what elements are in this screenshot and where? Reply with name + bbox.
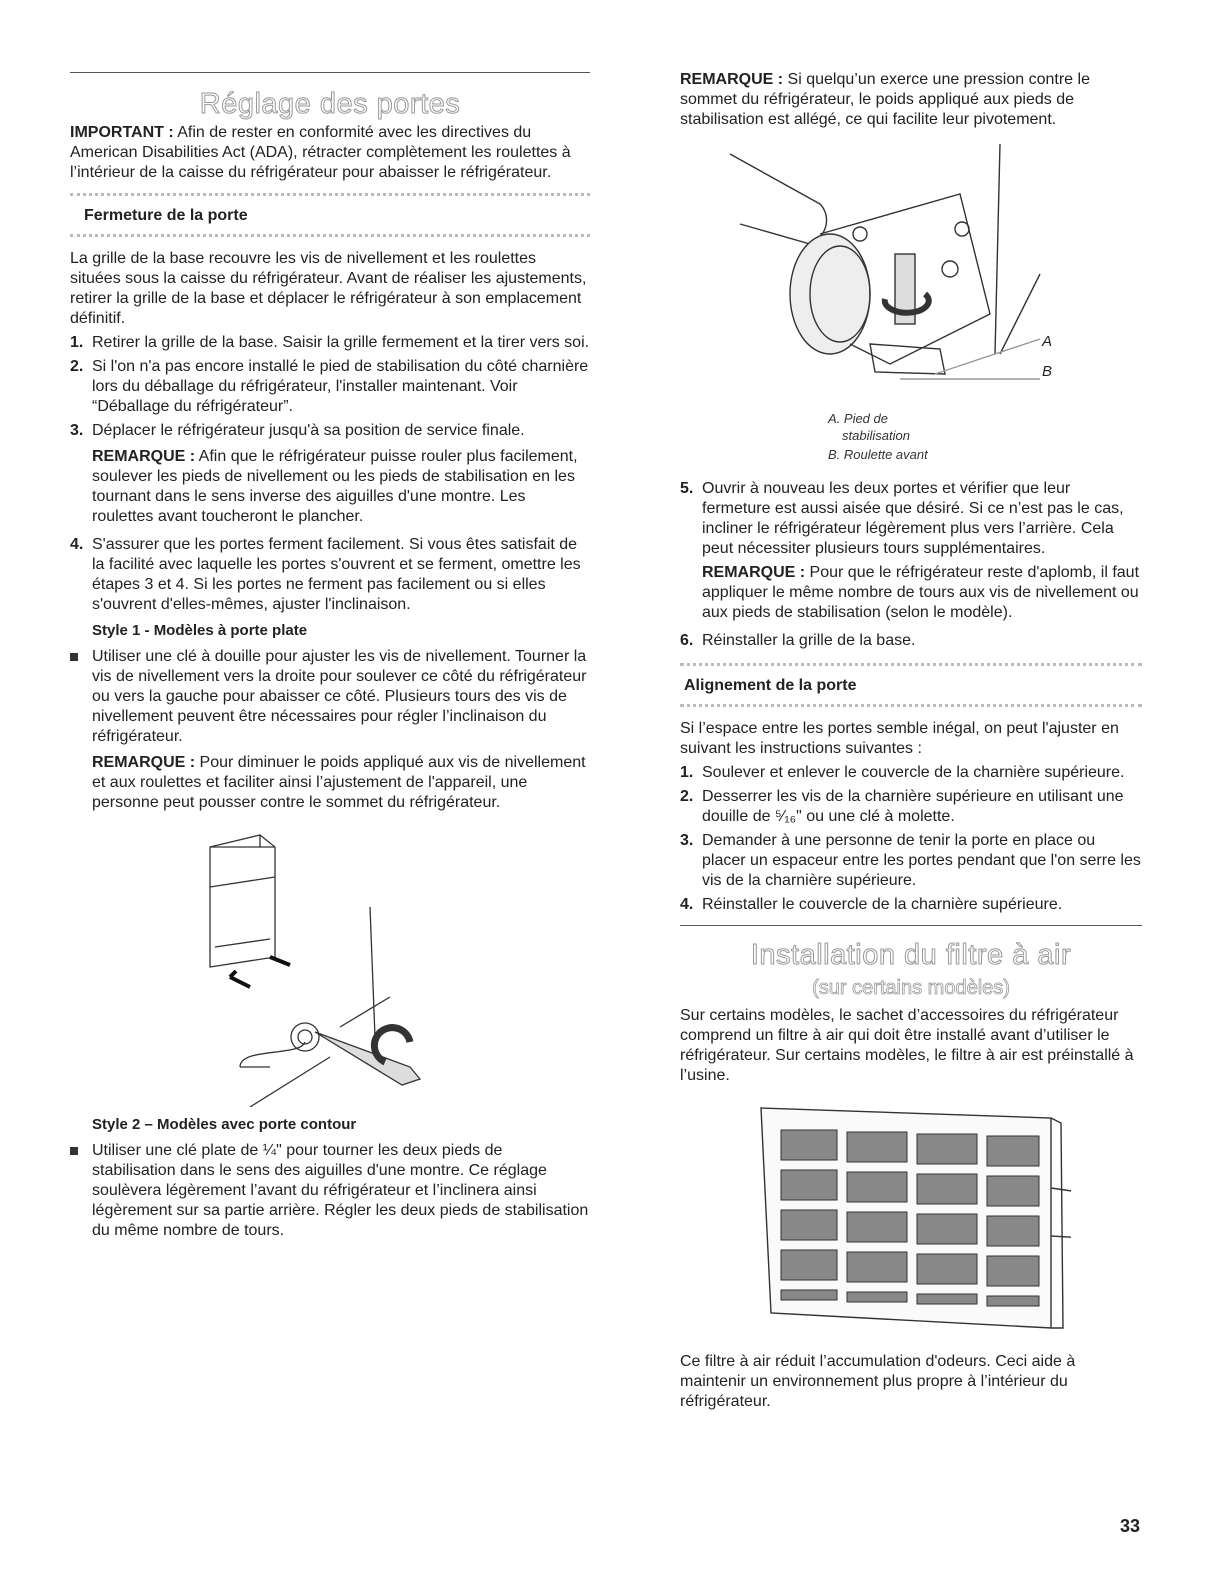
divider: [680, 704, 1142, 707]
note: [702, 563, 1142, 623]
step-item: [70, 535, 590, 615]
note-label: REMARQUE :: [680, 71, 784, 88]
note: [92, 447, 590, 527]
right-column: [680, 70, 1142, 1416]
step-text: Déplacer le réfrigérateur jusqu'à sa position de service finale.: [92, 422, 525, 439]
note: [680, 70, 1142, 130]
section-rule: [680, 925, 1142, 926]
top-rule: [70, 72, 590, 73]
step-text: Soulever et enlever le couvercle de la charnière supérieure.: [702, 764, 1125, 781]
step-text: Si l'on n'a pas encore installé le pied de stabilisation du côté charnière lors du déballage du réfrigérateur, l'installer maintenant. Voir “Déballage du réfrigérateur”.: [92, 358, 589, 415]
style2-heading: Style 2 – Modèles avec porte contour: [92, 1116, 357, 1133]
section-title: Réglage des portes: [199, 88, 461, 120]
step-text: Desserrer les vis de la charnière supérieure en utilisant une douille de ⁵⁄₁₆" ou une clé à molette.: [702, 788, 1124, 825]
bullet-text: Utiliser une clé à douille pour ajuster les vis de nivellement. Tourner la vis de nivellement vers la droite pour soulever ce côté du réfrigérateur ou vers la gauche pour abaisser ce côté. Plusieurs tours des vis de nivellement peuvent être nécessaires pour régler l’inclinaison du réfrigérateur.: [92, 648, 587, 745]
note-text: Si quelqu’un exerce une pression contre le sommet du réfrigérateur, le poids appliqué aux pieds de stabilisation est allégé, ce qui facilite leur pivotement.: [680, 71, 1090, 128]
step-text: Ouvrir à nouveau les deux portes et vérifier que leur fermeture est aussi aisée que désiré. Si ce n’est pas le cas, incliner le réfrigérateur légèrement plus vers l’arrière. Cela peut nécessiter plusieurs tours supplémentaires.: [702, 480, 1124, 557]
step-number: 6.: [680, 632, 694, 649]
step-item: [70, 421, 590, 441]
note-text: Afin que le réfrigérateur puisse rouler plus facilement, soulever les pieds de nivellement ou les pieds de stabilisation en les tournant dans le sens inverse des aiguilles d'une montre. Les roulettes avant toucheront le plancher.: [92, 448, 578, 525]
label-b: B: [1042, 363, 1053, 380]
step-item: [680, 895, 1142, 915]
step-number: 3.: [680, 832, 694, 849]
note: [92, 753, 590, 813]
important-label: IMPORTANT :: [70, 124, 174, 141]
stabilizing-foot-drawing: [700, 134, 1100, 396]
step-text: Réinstaller le couvercle de la charnière supérieure.: [702, 896, 1063, 913]
bullet-item: [70, 647, 590, 747]
step-item: [680, 787, 1142, 827]
intro-paragraph: La grille de la base recouvre les vis de nivellement et les roulettes situées sous la caisse du réfrigérateur. Avant de réaliser les ajustements, retirer la grille de la base et déplacer le réfrigérateur à son emplacement définitif.: [70, 250, 587, 327]
section-title: Installation du filtre à air: [750, 939, 1072, 971]
step-number: 3.: [70, 422, 84, 439]
step-text: Réinstaller la grille de la base.: [702, 632, 916, 649]
page-number: 33: [1119, 1516, 1140, 1536]
bullet-icon: [70, 1141, 92, 1241]
divider: [70, 234, 590, 237]
bullet-text: Utiliser une clé plate de ¼" pour tourner les deux pieds de stabilisation dans le sens des aiguilles d'une montre. Ce réglage soulèvera légèrement l’avant du réfrigérateur et l’inclinera ainsi légèrement sur sa partie arrière. Régler les deux pieds de stabilisation du même nombre de tours.: [92, 1142, 589, 1239]
step-number: 1.: [70, 334, 84, 351]
step-item: [70, 333, 590, 353]
important-text: Afin de rester en conformité avec les directives du American Disabilities Act (ADA), rétracter complètement les roulettes à l’intérieur de la caisse du réfrigérateur pour abaisser le réfrigérateur.: [70, 124, 571, 181]
leveling-screw-illustration: [170, 827, 490, 1107]
step-text: Demander à une personne de tenir la porte en place ou placer un espaceur entre les portes pendant que l'on serre les vis de la charnière supérieure.: [702, 832, 1141, 889]
step-item: [680, 631, 1142, 651]
step-number: 5.: [680, 480, 694, 497]
step-item: [680, 479, 1142, 559]
note-label: REMARQUE :: [92, 754, 196, 771]
step-text: S'assurer que les portes ferment facilement. Si vous êtes satisfait de la facilité avec laquelle les portes s'ouvrent et se ferment, omettre les étapes 3 et 4. Si les portes ne ferment pas facilement ou si elles s'ouvrent d'elles-mêmes, ajuster l'inclinaison.: [92, 536, 581, 613]
step-text: Retirer la grille de la base. Saisir la grille fermement et la tirer vers soi.: [92, 334, 590, 351]
filter-intro: Sur certains modèles, le sachet d’accessoires du réfrigérateur comprend un filtre à air qui doit être installé avant d’utiliser le réfrigérateur. Sur certains modèles, le filtre à air est préinstallé à l’usine.: [680, 1007, 1134, 1084]
note-text: Pour que le réfrigérateur reste d'aplomb, il faut appliquer le même nombre de tours aux vis de nivellement ou aux pieds de stabilisation (selon le modèle).: [702, 564, 1140, 621]
step-number: 4.: [70, 536, 84, 553]
caption-a-cont: stabilisation: [842, 428, 910, 443]
left-column: [70, 72, 590, 1245]
bullet-icon: [70, 647, 92, 747]
step-number: 1.: [680, 764, 694, 781]
step-number: 2.: [70, 358, 84, 375]
note-label: REMARQUE :: [92, 448, 196, 465]
style1-heading: Style 1 - Modèles à porte plate: [92, 622, 308, 639]
note-text: Pour diminuer le poids appliqué aux vis de nivellement et aux roulettes et faciliter ainsi l’ajustement de l'appareil, une personne peut pousser contre le sommet du réfrigérateur.: [92, 754, 586, 811]
caption-a: A. Pied de: [828, 411, 888, 426]
step-item: [680, 763, 1142, 783]
air-filter-illustration: [751, 1098, 1071, 1338]
align-intro: Si l’espace entre les portes semble inégal, on peut l'ajuster en suivant les instructions suivantes :: [680, 720, 1119, 757]
note-label: REMARQUE :: [702, 564, 806, 581]
subsection-heading: Alignement de la porte: [684, 677, 857, 694]
bullet-item: [70, 1141, 590, 1241]
step-item: [680, 831, 1142, 891]
step-item: [70, 357, 590, 417]
important-paragraph: [70, 123, 590, 183]
stabilizing-foot-illustration: [680, 134, 1142, 396]
label-a: A: [1042, 333, 1053, 350]
filter-outro: Ce filtre à air réduit l’accumulation d'odeurs. Ceci aide à maintenir un environnement plus propre à l’intérieur du réfrigérateur.: [680, 1353, 1076, 1410]
section-subtitle: (sur certains modèles): [812, 977, 1010, 999]
caption-b: B. Roulette avant: [828, 447, 928, 462]
subsection-heading: Fermeture de la porte: [84, 207, 248, 224]
step-number: 4.: [680, 896, 694, 913]
step-number: 2.: [680, 788, 694, 805]
